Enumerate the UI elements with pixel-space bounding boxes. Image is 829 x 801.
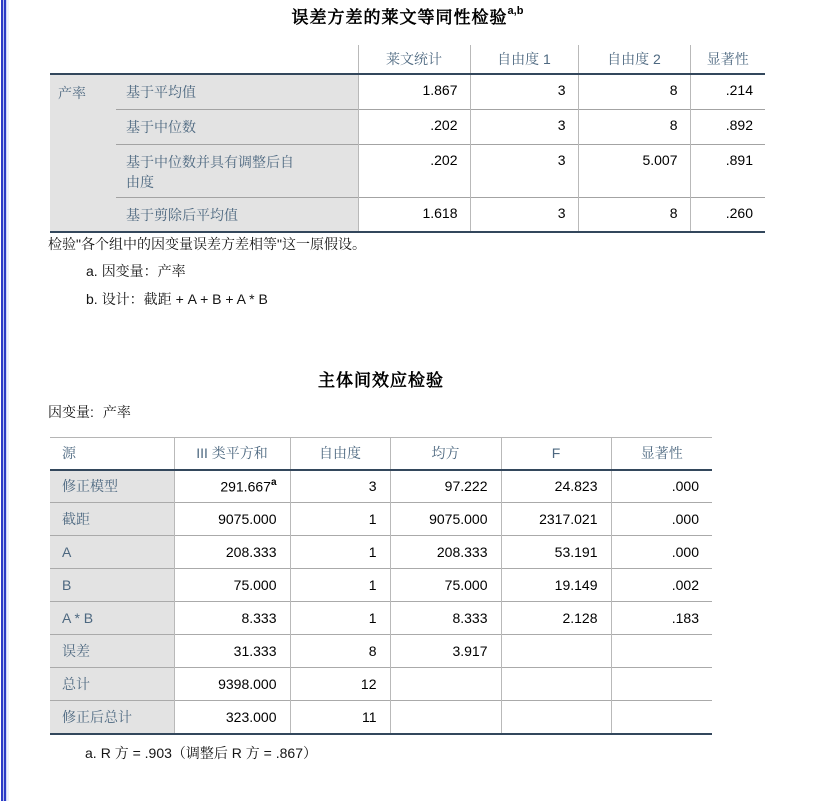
value-cell [611, 701, 712, 734]
value-cell: 2317.021 [501, 503, 611, 536]
table-row [50, 668, 712, 701]
value-cell: 1 [290, 503, 390, 536]
row-label: A [50, 536, 174, 569]
value-cell: 24.823 [501, 470, 611, 503]
empty-header-cell [50, 45, 358, 74]
value-cell: .214 [690, 74, 765, 109]
value-cell: 3 [470, 197, 578, 232]
row-label: 修正后总计 [50, 701, 174, 734]
value-cell: 1 [290, 569, 390, 602]
value-cell: 8 [578, 74, 690, 109]
value-cell: .891 [690, 144, 765, 197]
anova-table-title: 主体间效应检验 [318, 371, 444, 390]
table-row [50, 144, 765, 197]
row-label [116, 144, 358, 197]
ss-superscript: a [270, 476, 277, 488]
value-cell: .000 [611, 536, 712, 569]
value-cell: 12 [290, 668, 390, 701]
row-label [116, 109, 358, 144]
value-cell: 75.000 [390, 569, 501, 602]
row-label-text: 基于剪除后平均值 [126, 206, 238, 223]
footnote-marker: a. [86, 263, 98, 279]
anova-table[interactable] [50, 437, 712, 735]
value-cell: 8 [578, 197, 690, 232]
levene-table-caption: 检验"各个组中的因变量误差方差相等"这一原假设。 [48, 236, 366, 252]
column-header-source: 源 [50, 438, 174, 470]
column-header-sig: 显著性 [690, 45, 765, 74]
levene-title-superscript: a,b [507, 5, 524, 18]
table-row [50, 701, 712, 734]
value-cell [611, 635, 712, 668]
value-cell: 208.333 [174, 536, 290, 569]
value-cell: 9398.000 [174, 668, 290, 701]
value-cell: .183 [611, 602, 712, 635]
levene-header-row [50, 45, 765, 74]
footnote-text: 因变量：产率 [101, 263, 186, 279]
value-cell: 8.333 [174, 602, 290, 635]
row-label: 截距 [50, 503, 174, 536]
value-cell: .000 [611, 503, 712, 536]
value-cell: 1 [290, 602, 390, 635]
column-header-type3-ss: III 类平方和 [174, 438, 290, 470]
value-cell [611, 668, 712, 701]
footnote-text: 设计：截距 + A + B + A * B [101, 291, 268, 307]
levene-table[interactable] [50, 45, 765, 233]
row-group-label: 产率 [50, 74, 116, 232]
value-cell: .260 [690, 197, 765, 232]
anova-footnote-a [85, 743, 317, 763]
footnote-marker: a. [85, 745, 97, 761]
value-cell: 3.917 [390, 635, 501, 668]
value-cell: .202 [358, 109, 470, 144]
column-header-df2: 自由度 2 [578, 45, 690, 74]
table-row [50, 602, 712, 635]
table-row [50, 635, 712, 668]
row-label-text: 基于中位数并具有调整后自由度 [126, 153, 294, 190]
levene-title-text: 误差方差的莱文等同性检验 [291, 8, 508, 27]
value-cell: .000 [611, 470, 712, 503]
table-row [50, 74, 765, 109]
row-label [116, 197, 358, 232]
row-label-text: 基于平均值 [126, 84, 196, 100]
value-cell: 8 [578, 109, 690, 144]
footnote-b [86, 289, 268, 309]
value-cell: 3 [470, 74, 578, 109]
value-cell: 9075.000 [390, 503, 501, 536]
column-header-mean-square: 均方 [390, 438, 501, 470]
value-cell: 208.333 [390, 536, 501, 569]
value-cell: 3 [470, 144, 578, 197]
value-cell: 31.333 [174, 635, 290, 668]
value-cell [174, 470, 290, 503]
value-cell: 5.007 [578, 144, 690, 197]
column-header-df1: 自由度 1 [470, 45, 578, 74]
column-header-df: 自由度 [290, 438, 390, 470]
value-cell: .002 [611, 569, 712, 602]
row-label: 总计 [50, 668, 174, 701]
levene-table-title [50, 3, 765, 28]
value-cell: 11 [290, 701, 390, 734]
row-label [116, 74, 358, 109]
value-cell: 8 [290, 635, 390, 668]
footnote-a [86, 261, 186, 281]
value-cell [390, 701, 501, 734]
row-label: 误差 [50, 635, 174, 668]
table-row [50, 569, 712, 602]
column-header-sig: 显著性 [611, 438, 712, 470]
value-cell [501, 635, 611, 668]
value-cell: 9075.000 [174, 503, 290, 536]
value-cell [501, 668, 611, 701]
value-cell: 1.867 [358, 74, 470, 109]
value-cell: 1 [290, 536, 390, 569]
table-row [50, 536, 712, 569]
value-cell [390, 668, 501, 701]
value-cell: 323.000 [174, 701, 290, 734]
value-cell: 3 [290, 470, 390, 503]
dependent-variable-label: 因变量: [48, 404, 94, 420]
row-label: B [50, 569, 174, 602]
footnote-text: R 方 = .903（调整后 R 方 = .867） [100, 745, 317, 761]
column-header-levene-statistic: 莱文统计 [358, 45, 470, 74]
value-cell: .202 [358, 144, 470, 197]
value-cell: 3 [470, 109, 578, 144]
value-cell: 8.333 [390, 602, 501, 635]
dependent-variable-value: 产率 [102, 404, 131, 420]
value-cell: 1.618 [358, 197, 470, 232]
table-row [50, 503, 712, 536]
value-cell: 2.128 [501, 602, 611, 635]
row-label-text: 基于中位数 [126, 118, 196, 135]
value-cell: 53.191 [501, 536, 611, 569]
row-label: A * B [50, 602, 174, 635]
value-cell [501, 701, 611, 734]
table-row [50, 470, 712, 503]
value-cell: .892 [690, 109, 765, 144]
value-cell: 97.222 [390, 470, 501, 503]
ss-value: 291.667 [220, 478, 271, 495]
value-cell: 19.149 [501, 569, 611, 602]
dependent-variable-line [48, 402, 131, 422]
anova-header-row [50, 438, 712, 470]
table-row [50, 197, 765, 232]
footnote-marker: b. [86, 291, 98, 307]
window-left-border [0, 0, 9, 801]
row-label: 修正模型 [50, 470, 174, 503]
column-header-f: F [501, 438, 611, 470]
value-cell: 75.000 [174, 569, 290, 602]
table-row [50, 109, 765, 144]
